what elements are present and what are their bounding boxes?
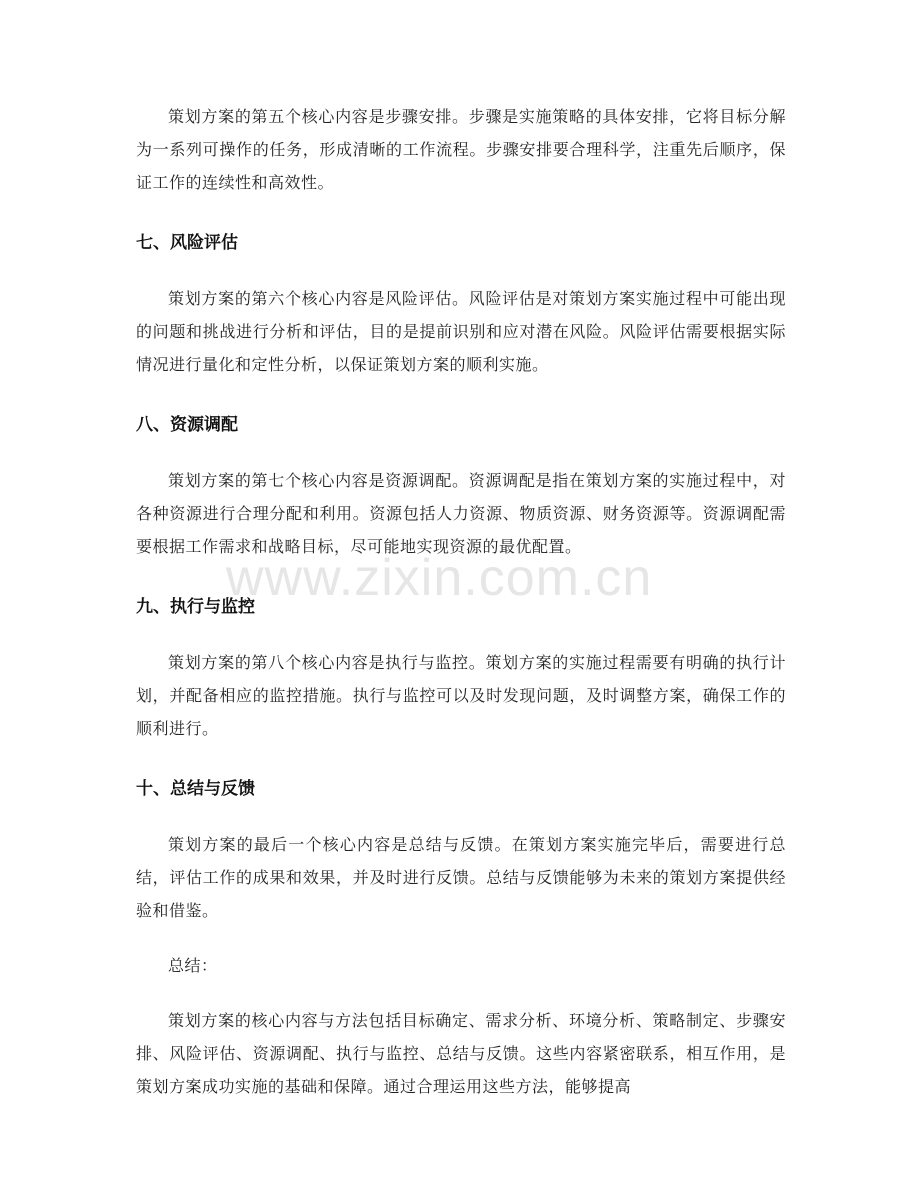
- heading-summary-feedback: 十、总结与反馈: [136, 779, 255, 799]
- paragraph-step-arrangement: 策划方案的第五个核心内容是步骤安排。步骤是实施策略的具体安排，它将目标分解为一系列可操作的任务，形成清晰的工作流程。步骤安排要合理科学，注重先后顺序，保证工作的连续性和高效性。: [136, 107, 786, 192]
- watermark: www.zixin.com.cn: [226, 549, 653, 607]
- paragraph-resource-allocation: 策划方案的第七个核心内容是资源调配。资源调配是指在策划方案的实施过程中，对各种资源进行合理分配和利用。资源包括人力资源、物质资源、财务资源等。资源调配需要根据工作需求和战略目标，尽可能地实现资源的最优配置。: [136, 471, 786, 556]
- heading-execution-monitoring: 九、执行与监控: [136, 597, 255, 617]
- heading-risk-assessment: 七、风险评估: [136, 233, 238, 253]
- paragraph-risk-assessment: 策划方案的第六个核心内容是风险评估。风险评估是对策划方案实施过程中可能出现的问题和挑战进行分析和评估，目的是提前识别和应对潜在风险。风险评估需要根据实际情况进行量化和定性分析，以保证策划方案的顺利实施。: [136, 289, 786, 374]
- document-body: [136, 100, 786, 1103]
- paragraph-summary-feedback: 策划方案的最后一个核心内容是总结与反馈。在策划方案实施完毕后，需要进行总结，评估工作的成果和效果，并及时进行反馈。总结与反馈能够为未来的策划方案提供经验和借鉴。: [136, 835, 786, 920]
- paragraph-conclusion: 策划方案的核心内容与方法包括目标确定、需求分析、环境分析、策略制定、步骤安排、风险评估、资源调配、执行与监控、总结与反馈。这些内容紧密联系，相互作用，是策划方案成功实施的基础和保障。通过合理运用这些方法，能够提高: [136, 1011, 786, 1096]
- heading-resource-allocation: 八、资源调配: [136, 415, 238, 435]
- paragraph-conclusion-label: 总结：: [168, 956, 218, 975]
- paragraph-execution-monitoring: 策划方案的第八个核心内容是执行与监控。策划方案的实施过程需要有明确的执行计划，并配备相应的监控措施。执行与监控可以及时发现问题，及时调整方案，确保工作的顺利进行。: [136, 653, 786, 738]
